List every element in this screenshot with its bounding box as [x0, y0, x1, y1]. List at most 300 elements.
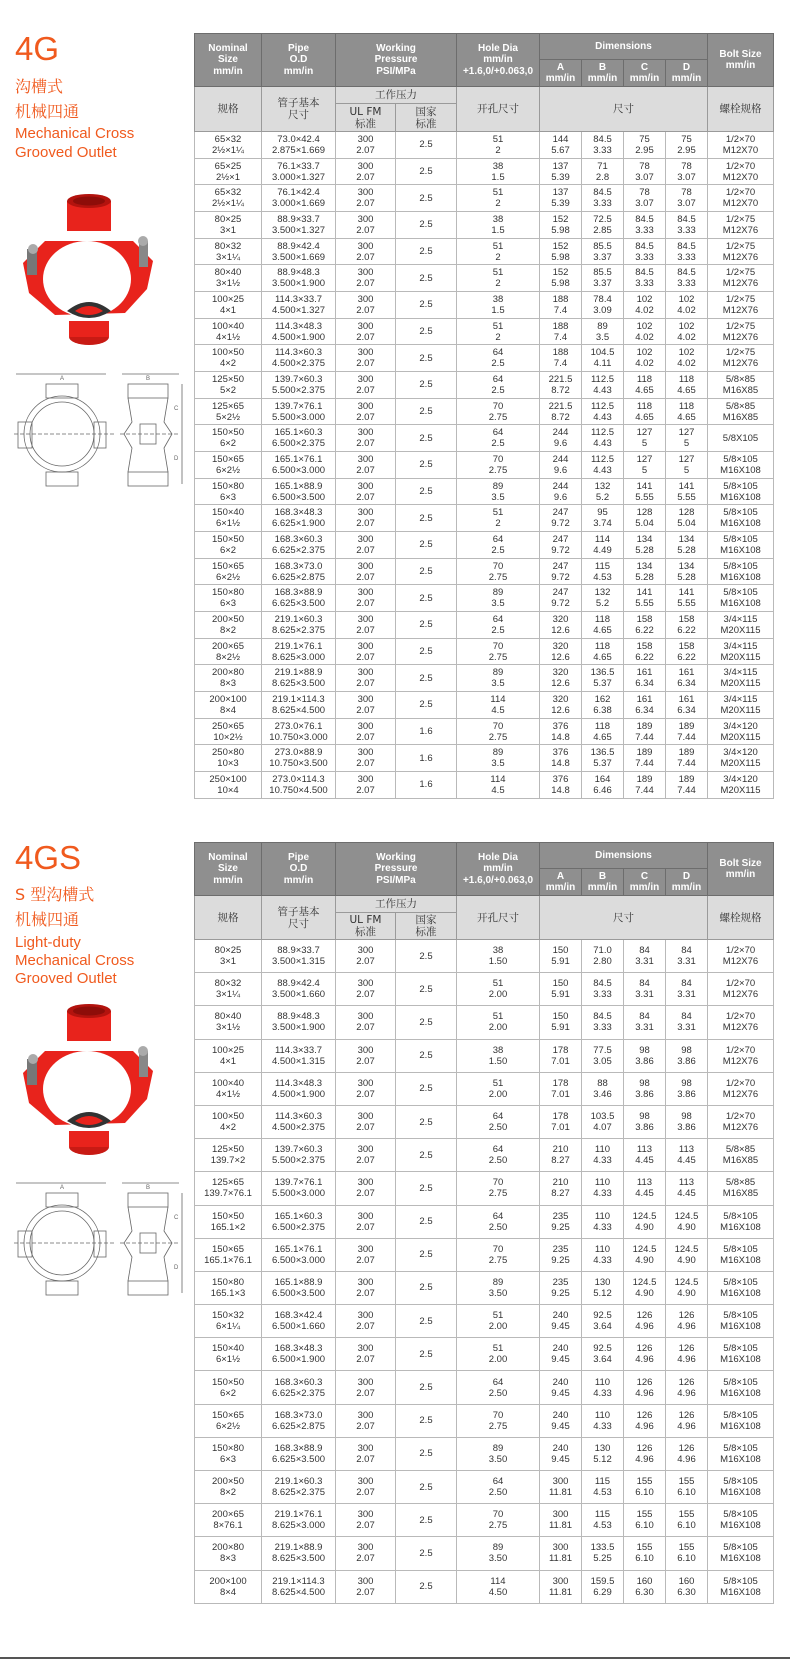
cell-pressure-national: 2.5 — [396, 1305, 457, 1338]
cell-dim-d: 78 3.07 — [666, 185, 708, 212]
cell-nominal-size: 200×100 8×4 — [195, 692, 262, 719]
cell-dim-d: 126 4.96 — [666, 1305, 708, 1338]
cell-pressure-ulfm: 300 2.07 — [336, 1172, 396, 1205]
cell-dim-c: 102 4.02 — [624, 345, 666, 372]
cell-bolt-size: 5/8×105 M16X108 — [708, 1238, 774, 1271]
cell-pipe-od: 88.9×33.7 3.500×1.315 — [262, 940, 336, 973]
cell-dim-a: 150 5.91 — [540, 1006, 582, 1039]
cell-nominal-size: 100×50 4×2 — [195, 1105, 262, 1138]
cell-dim-c: 161 6.34 — [624, 692, 666, 719]
cell-nominal-size: 250×100 10×4 — [195, 772, 262, 799]
cell-bolt-size: 1/2×75 M12X76 — [708, 265, 774, 292]
label-b: B — [146, 1185, 151, 1191]
cell-dim-b: 92.5 3.64 — [582, 1338, 624, 1371]
cell-nominal-size: 100×25 4×1 — [195, 292, 262, 319]
cell-dim-a: 240 9.45 — [540, 1305, 582, 1338]
label-a: A — [60, 1185, 65, 1191]
cell-hole-dia: 89 3.5 — [457, 665, 540, 692]
header-hole-dia: Hole Dia mm/in +1.6,0/+0.063,0 — [457, 34, 540, 87]
cell-hole-dia: 64 2.50 — [457, 1105, 540, 1138]
header-dim-d: D mm/in — [666, 60, 708, 87]
cell-hole-dia: 51 2.00 — [457, 1338, 540, 1371]
cell-bolt-size: 5/8×105 M16X108 — [708, 1371, 774, 1404]
table-row — [195, 1006, 774, 1039]
table-row — [195, 452, 774, 479]
cell-dim-b: 85.5 3.37 — [582, 265, 624, 292]
cell-dim-b: 88 3.46 — [582, 1072, 624, 1105]
table-row — [195, 638, 774, 665]
cell-dim-d: 127 5 — [666, 425, 708, 452]
cell-hole-dia: 64 2.50 — [457, 1471, 540, 1504]
cell-bolt-size: 3/4×115 M20X115 — [708, 692, 774, 719]
dimension-drawing — [14, 372, 184, 490]
cell-dim-c: 98 3.86 — [624, 1105, 666, 1138]
cell-pipe-od: 219.1×76.1 8.625×3.000 — [262, 638, 336, 665]
cell-pressure-ulfm: 300 2.07 — [336, 558, 396, 585]
cell-dim-d: 141 5.55 — [666, 585, 708, 612]
cell-dim-b: 132 5.2 — [582, 585, 624, 612]
product-name-cn-line1: S 型沟槽式 — [15, 885, 95, 904]
cell-dim-a: 210 8.27 — [540, 1172, 582, 1205]
header-dim-c: C mm/in — [624, 60, 666, 87]
cell-pressure-ulfm: 300 2.07 — [336, 1039, 396, 1072]
cell-dim-d: 128 5.04 — [666, 505, 708, 532]
cell-hole-dia: 70 2.75 — [457, 1238, 540, 1271]
cell-pressure-national: 2.5 — [396, 398, 457, 425]
table-row — [195, 1305, 774, 1338]
cell-dim-b: 71.0 2.80 — [582, 940, 624, 973]
cell-bolt-size: 1/2×75 M12X76 — [708, 345, 774, 372]
cell-bolt-size: 1/2×70 M12X76 — [708, 1105, 774, 1138]
table-row — [195, 478, 774, 505]
cell-dim-d: 158 6.22 — [666, 638, 708, 665]
cell-pipe-od: 273.0×88.9 10.750×3.500 — [262, 745, 336, 772]
cell-dim-c: 124.5 4.90 — [624, 1238, 666, 1271]
cell-dim-d: 98 3.86 — [666, 1105, 708, 1138]
cell-dim-b: 85.5 3.37 — [582, 238, 624, 265]
product-name-cn-line1: 沟槽式 — [15, 77, 64, 96]
table-row — [195, 398, 774, 425]
table-row — [195, 1404, 774, 1437]
cell-hole-dia: 38 1.50 — [457, 1039, 540, 1072]
cell-nominal-size: 200×50 8×2 — [195, 612, 262, 639]
cell-dim-c: 78 3.07 — [624, 185, 666, 212]
cell-bolt-size: 5/8×105 M16X108 — [708, 532, 774, 559]
cell-hole-dia: 64 2.5 — [457, 532, 540, 559]
cell-nominal-size: 150×80 165.1×3 — [195, 1271, 262, 1304]
cell-pressure-ulfm: 300 2.07 — [336, 505, 396, 532]
cell-pressure-national: 2.5 — [396, 1105, 457, 1138]
table-row — [195, 1537, 774, 1570]
cell-dim-c: 155 6.10 — [624, 1471, 666, 1504]
cell-dim-b: 84.5 3.33 — [582, 973, 624, 1006]
cell-pressure-national: 2.5 — [396, 318, 457, 345]
table-row — [195, 718, 774, 745]
cell-pressure-ulfm: 300 2.07 — [336, 1271, 396, 1304]
cell-dim-c: 127 5 — [624, 425, 666, 452]
cell-pressure-national: 2.5 — [396, 292, 457, 319]
cell-pressure-national: 2.5 — [396, 558, 457, 585]
cell-pipe-od: 168.3×60.3 6.625×2.375 — [262, 1371, 336, 1404]
cell-pressure-ulfm: 300 2.07 — [336, 1238, 396, 1271]
label-b: B — [146, 376, 151, 382]
cell-dim-a: 247 9.72 — [540, 532, 582, 559]
cell-pressure-ulfm: 300 2.07 — [336, 1305, 396, 1338]
table-row — [195, 692, 774, 719]
cell-pressure-national: 2.5 — [396, 425, 457, 452]
cell-pressure-ulfm: 300 2.07 — [336, 1437, 396, 1470]
cell-nominal-size: 200×65 8×76.1 — [195, 1504, 262, 1537]
cell-pressure-national: 2.5 — [396, 692, 457, 719]
cell-nominal-size: 250×80 10×3 — [195, 745, 262, 772]
cell-bolt-size: 5/8×105 M16X108 — [708, 1437, 774, 1470]
cell-dim-b: 132 5.2 — [582, 478, 624, 505]
cell-pressure-national: 2.5 — [396, 638, 457, 665]
cell-pipe-od: 114.3×48.3 4.500×1.900 — [262, 318, 336, 345]
table-row — [195, 185, 774, 212]
cell-nominal-size: 100×50 4×2 — [195, 345, 262, 372]
cell-dim-a: 178 7.01 — [540, 1105, 582, 1138]
cell-pipe-od: 114.3×33.7 4.500×1.315 — [262, 1039, 336, 1072]
cell-dim-d: 84.5 3.33 — [666, 212, 708, 239]
cell-dim-d: 75 2.95 — [666, 132, 708, 159]
table-row — [195, 212, 774, 239]
cell-hole-dia: 51 2 — [457, 238, 540, 265]
header-dimensions: Dimensions — [540, 843, 708, 869]
product-photo — [15, 193, 160, 353]
header-hole-dia: Hole Dia mm/in +1.6,0/+0.063,0 — [457, 843, 540, 896]
cell-dim-d: 189 7.44 — [666, 718, 708, 745]
table-row — [195, 318, 774, 345]
cell-nominal-size: 200×80 8×3 — [195, 665, 262, 692]
cell-hole-dia: 64 2.5 — [457, 372, 540, 399]
cell-pressure-ulfm: 300 2.07 — [336, 478, 396, 505]
cell-dim-d: 98 3.86 — [666, 1072, 708, 1105]
mechanical-cross-photo-icon — [15, 1003, 160, 1163]
header-dim-b: B mm/in — [582, 869, 624, 896]
header-dim-a: A mm/in — [540, 869, 582, 896]
cell-dim-b: 112.5 4.43 — [582, 425, 624, 452]
cell-dim-a: 235 9.25 — [540, 1238, 582, 1271]
cell-pipe-od: 114.3×33.7 4.500×1.327 — [262, 292, 336, 319]
cell-nominal-size: 150×65 6×2½ — [195, 1404, 262, 1437]
cell-bolt-size: 5/8×105 M16X108 — [708, 1471, 774, 1504]
cell-dim-c: 78 3.07 — [624, 158, 666, 185]
cell-dim-a: 320 12.6 — [540, 612, 582, 639]
cell-pressure-ulfm: 300 2.07 — [336, 1570, 396, 1603]
header-bolt-size: Bolt Size mm/in — [708, 34, 774, 87]
cell-dim-d: 161 6.34 — [666, 665, 708, 692]
cell-nominal-size: 150×80 6×3 — [195, 478, 262, 505]
cell-dim-d: 124.5 4.90 — [666, 1238, 708, 1271]
cell-dim-b: 84.5 3.33 — [582, 132, 624, 159]
cell-hole-dia: 70 2.75 — [457, 398, 540, 425]
cell-bolt-size: 5/8×105 M16X108 — [708, 1537, 774, 1570]
cell-pipe-od: 273.0×76.1 10.750×3.000 — [262, 718, 336, 745]
cell-bolt-size: 3/4×115 M20X115 — [708, 638, 774, 665]
cell-hole-dia: 38 1.5 — [457, 158, 540, 185]
cell-dim-c: 141 5.55 — [624, 585, 666, 612]
cell-pipe-od: 219.1×60.3 8.625×2.375 — [262, 1471, 336, 1504]
cell-dim-a: 247 9.72 — [540, 585, 582, 612]
table-row — [195, 1039, 774, 1072]
cell-pipe-od: 219.1×88.9 8.625×3.500 — [262, 1537, 336, 1570]
cell-pressure-ulfm: 300 2.07 — [336, 1471, 396, 1504]
cell-nominal-size: 125×65 5×2½ — [195, 398, 262, 425]
cell-pressure-ulfm: 300 2.07 — [336, 772, 396, 799]
cell-bolt-size: 1/2×70 M12X70 — [708, 158, 774, 185]
cell-dim-a: 240 9.45 — [540, 1437, 582, 1470]
table-row — [195, 1238, 774, 1271]
cell-dim-c: 118 4.65 — [624, 372, 666, 399]
cell-nominal-size: 125×50 139.7×2 — [195, 1139, 262, 1172]
table-row — [195, 292, 774, 319]
cell-hole-dia: 70 2.75 — [457, 1504, 540, 1537]
cell-pressure-national: 2.5 — [396, 1006, 457, 1039]
cell-dim-b: 104.5 4.11 — [582, 345, 624, 372]
table-row — [195, 372, 774, 399]
cell-dim-b: 130 5.12 — [582, 1271, 624, 1304]
table-row — [195, 1504, 774, 1537]
cell-nominal-size: 80×32 3×1¼ — [195, 238, 262, 265]
cell-pressure-national: 2.5 — [396, 505, 457, 532]
cell-dim-a: 210 8.27 — [540, 1139, 582, 1172]
cell-dim-c: 118 4.65 — [624, 398, 666, 425]
cell-dim-b: 136.5 5.37 — [582, 665, 624, 692]
cell-pipe-od: 139.7×76.1 5.500×3.000 — [262, 398, 336, 425]
cell-dim-d: 113 4.45 — [666, 1172, 708, 1205]
cell-dim-a: 320 12.6 — [540, 692, 582, 719]
cell-pressure-ulfm: 300 2.07 — [336, 238, 396, 265]
cell-pressure-national: 2.5 — [396, 238, 457, 265]
cell-dim-c: 160 6.30 — [624, 1570, 666, 1603]
cell-dim-d: 161 6.34 — [666, 692, 708, 719]
header-cn-ulfm: UL FM 标准 — [336, 104, 396, 132]
cell-dim-c: 189 7.44 — [624, 772, 666, 799]
cell-dim-b: 72.5 2.85 — [582, 212, 624, 239]
cell-hole-dia: 51 2.00 — [457, 1006, 540, 1039]
cell-pressure-national: 2.5 — [396, 665, 457, 692]
cell-dim-c: 189 7.44 — [624, 745, 666, 772]
table-row — [195, 505, 774, 532]
cell-pipe-od: 139.7×76.1 5.500×3.000 — [262, 1172, 336, 1205]
cell-pressure-national: 2.5 — [396, 940, 457, 973]
cell-pressure-national: 2.5 — [396, 1039, 457, 1072]
cell-nominal-size: 125×65 139.7×76.1 — [195, 1172, 262, 1205]
cell-bolt-size: 5/8×105 M16X108 — [708, 1271, 774, 1304]
cell-bolt-size: 3/4×120 M20X115 — [708, 718, 774, 745]
cell-hole-dia: 51 2 — [457, 505, 540, 532]
cell-dim-c: 126 4.96 — [624, 1338, 666, 1371]
cell-dim-c: 102 4.02 — [624, 292, 666, 319]
cell-dim-b: 89 3.5 — [582, 318, 624, 345]
cell-pipe-od: 168.3×73.0 6.625×2.875 — [262, 558, 336, 585]
cell-pressure-ulfm: 300 2.07 — [336, 692, 396, 719]
cell-bolt-size: 5/8×105 M16X108 — [708, 1404, 774, 1437]
cell-bolt-size: 3/4×120 M20X115 — [708, 745, 774, 772]
table-row — [195, 1105, 774, 1138]
cell-dim-c: 98 3.86 — [624, 1072, 666, 1105]
cell-dim-a: 137 5.39 — [540, 158, 582, 185]
cell-dim-d: 102 4.02 — [666, 318, 708, 345]
cell-hole-dia: 89 3.50 — [457, 1537, 540, 1570]
spec-table-4g — [194, 33, 774, 799]
cell-hole-dia: 38 1.50 — [457, 940, 540, 973]
cell-pressure-national: 2.5 — [396, 1371, 457, 1404]
cell-nominal-size: 65×25 2½×1 — [195, 158, 262, 185]
cell-dim-a: 300 11.81 — [540, 1570, 582, 1603]
cell-dim-b: 95 3.74 — [582, 505, 624, 532]
header-dim-b: B mm/in — [582, 60, 624, 87]
cell-pipe-od: 114.3×60.3 4.500×2.375 — [262, 1105, 336, 1138]
cell-bolt-size: 5/8×85 M16X85 — [708, 1172, 774, 1205]
cell-nominal-size: 150×65 6×2½ — [195, 558, 262, 585]
cell-dim-b: 110 4.33 — [582, 1172, 624, 1205]
cell-hole-dia: 89 3.50 — [457, 1271, 540, 1304]
cell-dim-c: 155 6.10 — [624, 1537, 666, 1570]
cell-bolt-size: 1/2×75 M12X76 — [708, 238, 774, 265]
cell-nominal-size: 150×50 6×2 — [195, 532, 262, 559]
table-row — [195, 585, 774, 612]
cell-dim-b: 162 6.38 — [582, 692, 624, 719]
cell-dim-c: 84.5 3.33 — [624, 265, 666, 292]
cell-hole-dia: 51 2 — [457, 265, 540, 292]
cell-dim-d: 113 4.45 — [666, 1139, 708, 1172]
table-row — [195, 1471, 774, 1504]
product-name-cn-line2: 机械四通 — [15, 910, 80, 929]
cell-hole-dia: 51 2 — [457, 132, 540, 159]
cell-dim-b: 133.5 5.25 — [582, 1537, 624, 1570]
cell-pressure-national: 2.5 — [396, 1139, 457, 1172]
cell-pressure-national: 2.5 — [396, 1271, 457, 1304]
cell-pressure-national: 2.5 — [396, 132, 457, 159]
cell-dim-b: 110 4.33 — [582, 1371, 624, 1404]
cell-hole-dia: 70 2.75 — [457, 638, 540, 665]
table-row — [195, 1371, 774, 1404]
cell-nominal-size: 200×50 8×2 — [195, 1471, 262, 1504]
header-cn-hole: 开孔尺寸 — [457, 896, 540, 940]
cell-dim-b: 159.5 6.29 — [582, 1570, 624, 1603]
mechanical-cross-photo-icon — [15, 193, 160, 353]
cell-nominal-size: 200×100 8×4 — [195, 1570, 262, 1603]
cell-pressure-ulfm: 300 2.07 — [336, 212, 396, 239]
cell-hole-dia: 64 2.5 — [457, 612, 540, 639]
cell-dim-c: 126 4.96 — [624, 1305, 666, 1338]
cell-pressure-ulfm: 300 2.07 — [336, 1139, 396, 1172]
cell-pipe-od: 219.1×114.3 8.625×4.500 — [262, 692, 336, 719]
cell-dim-a: 221.5 8.72 — [540, 398, 582, 425]
label-d: D — [174, 456, 179, 462]
cell-pipe-od: 165.1×60.3 6.500×2.375 — [262, 425, 336, 452]
cell-pressure-national: 2.5 — [396, 185, 457, 212]
product-name-en-line1: Light-duty — [15, 934, 81, 951]
cell-hole-dia: 64 2.50 — [457, 1139, 540, 1172]
cell-dim-b: 112.5 4.43 — [582, 452, 624, 479]
cell-pressure-ulfm: 300 2.07 — [336, 1404, 396, 1437]
cell-pressure-national: 2.5 — [396, 1437, 457, 1470]
cell-dim-a: 221.5 8.72 — [540, 372, 582, 399]
product-name-en-line2: Mechanical Cross — [15, 952, 135, 969]
cell-pressure-ulfm: 300 2.07 — [336, 1504, 396, 1537]
header-dim-d: D mm/in — [666, 869, 708, 896]
cell-pipe-od: 114.3×48.3 4.500×1.900 — [262, 1072, 336, 1105]
cell-pipe-od: 76.1×42.4 3.000×1.669 — [262, 185, 336, 212]
cell-pressure-ulfm: 300 2.07 — [336, 612, 396, 639]
cell-nominal-size: 150×40 6×1½ — [195, 1338, 262, 1371]
header-cn-spec: 规格 — [195, 87, 262, 132]
cell-dim-d: 189 7.44 — [666, 772, 708, 799]
cell-pressure-ulfm: 300 2.07 — [336, 1537, 396, 1570]
cell-pressure-national: 2.5 — [396, 1537, 457, 1570]
cell-dim-b: 71 2.8 — [582, 158, 624, 185]
header-nominal-size: Nominal Size mm/in — [195, 843, 262, 896]
cell-pressure-national: 2.5 — [396, 1338, 457, 1371]
cell-pressure-ulfm: 300 2.07 — [336, 398, 396, 425]
label-a: A — [60, 376, 65, 382]
cell-dim-d: 118 4.65 — [666, 372, 708, 399]
cell-pipe-od: 273.0×114.3 10.750×4.500 — [262, 772, 336, 799]
cell-nominal-size: 100×40 4×1½ — [195, 1072, 262, 1105]
cell-hole-dia: 38 1.5 — [457, 292, 540, 319]
cell-pipe-od: 168.3×48.3 6.500×1.900 — [262, 1338, 336, 1371]
cell-dim-c: 128 5.04 — [624, 505, 666, 532]
cell-dim-c: 127 5 — [624, 452, 666, 479]
cell-dim-a: 188 7.4 — [540, 345, 582, 372]
header-cn-dims: 尺寸 — [540, 87, 708, 132]
cell-nominal-size: 250×65 10×2½ — [195, 718, 262, 745]
cell-dim-c: 75 2.95 — [624, 132, 666, 159]
cell-nominal-size: 150×50 165.1×2 — [195, 1205, 262, 1238]
cell-pipe-od: 168.3×60.3 6.625×2.375 — [262, 532, 336, 559]
cell-dim-b: 110 4.33 — [582, 1404, 624, 1437]
cell-dim-a: 244 9.6 — [540, 478, 582, 505]
cell-dim-c: 155 6.10 — [624, 1504, 666, 1537]
cell-nominal-size: 100×25 4×1 — [195, 1039, 262, 1072]
cell-pressure-ulfm: 300 2.07 — [336, 1371, 396, 1404]
cell-bolt-size: 5/8×105 M16X108 — [708, 1205, 774, 1238]
cell-dim-c: 126 4.96 — [624, 1437, 666, 1470]
spec-table-4gs — [194, 842, 774, 1604]
cell-dim-c: 126 4.96 — [624, 1404, 666, 1437]
cell-pressure-national: 2.5 — [396, 1072, 457, 1105]
cell-hole-dia: 114 4.5 — [457, 692, 540, 719]
cell-nominal-size: 100×40 4×1½ — [195, 318, 262, 345]
cell-dim-d: 127 5 — [666, 452, 708, 479]
cell-bolt-size: 5/8×105 M16X108 — [708, 505, 774, 532]
cell-pipe-od: 219.1×76.1 8.625×3.000 — [262, 1504, 336, 1537]
header-dim-c: C mm/in — [624, 869, 666, 896]
product-name-en-line3: Grooved Outlet — [15, 970, 117, 987]
cell-dim-a: 240 9.45 — [540, 1371, 582, 1404]
header-cn-dims: 尺寸 — [540, 896, 708, 940]
cell-pipe-od: 76.1×33.7 3.000×1.327 — [262, 158, 336, 185]
header-cn-hole: 开孔尺寸 — [457, 87, 540, 132]
cell-bolt-size: 5/8×105 M16X108 — [708, 585, 774, 612]
cell-dim-c: 98 3.86 — [624, 1039, 666, 1072]
cell-pipe-od: 168.3×73.0 6.625×2.875 — [262, 1404, 336, 1437]
cell-pipe-od: 165.1×88.9 6.500×3.500 — [262, 1271, 336, 1304]
product-code: 4GS — [15, 839, 82, 876]
cell-bolt-size: 1/2×70 M12X76 — [708, 1006, 774, 1039]
table-row — [195, 158, 774, 185]
cell-dim-a: 244 9.6 — [540, 425, 582, 452]
cell-dim-d: 126 4.96 — [666, 1404, 708, 1437]
cell-hole-dia: 89 3.5 — [457, 745, 540, 772]
cell-dim-a: 150 5.91 — [540, 940, 582, 973]
cell-dim-b: 115 4.53 — [582, 558, 624, 585]
table-row — [195, 1139, 774, 1172]
table-row — [195, 612, 774, 639]
